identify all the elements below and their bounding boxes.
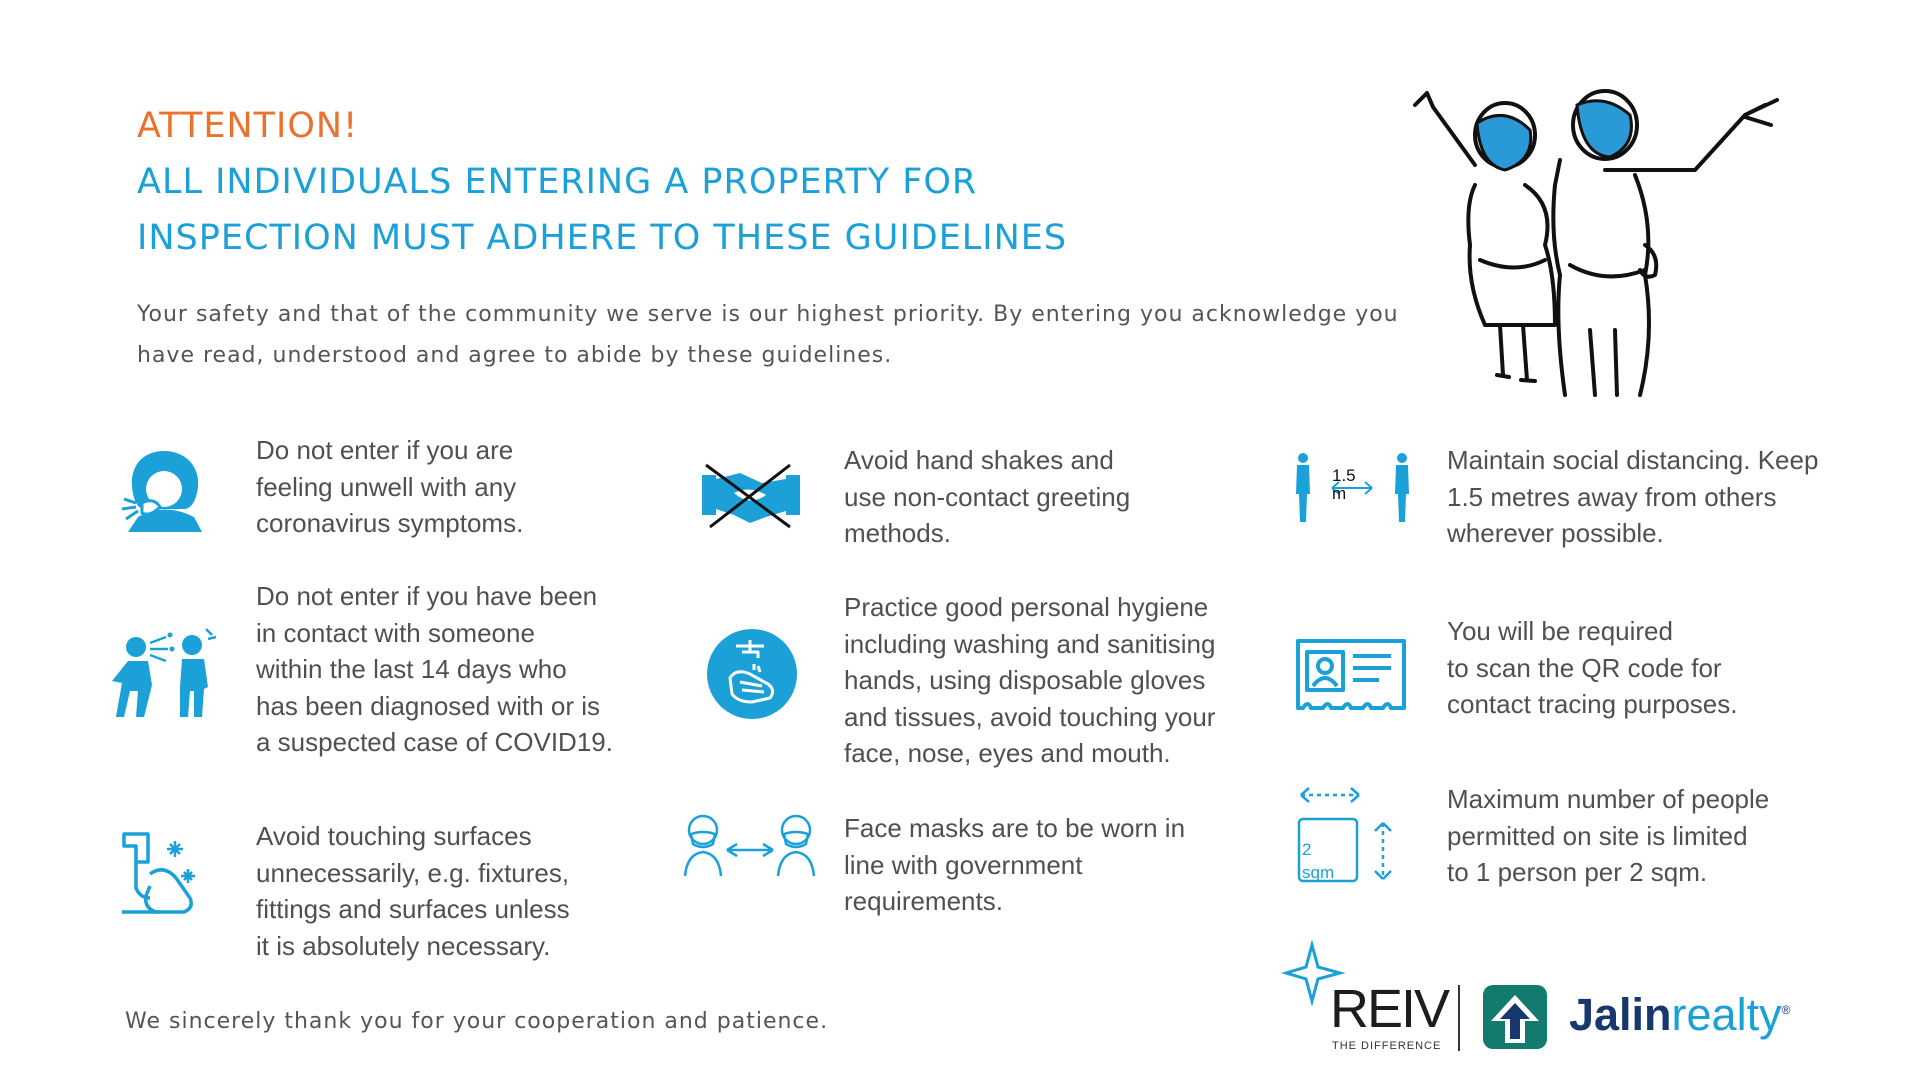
guideline-text-qr-code: You will be required to scan the QR code for contact tracing purposes.	[1447, 616, 1738, 719]
registered-mark: ®	[1781, 1003, 1791, 1017]
brand-name-bold: Jalin	[1569, 989, 1672, 1040]
distance-label: 1.5 m	[1332, 466, 1356, 503]
reiv-logo	[1286, 943, 1449, 1053]
guideline-text-masks: Face masks are to be worn in line with government requirements.	[844, 813, 1186, 916]
no-handshake-icon	[700, 463, 802, 529]
logo-divider	[1458, 985, 1460, 1051]
id-card-icon	[1295, 638, 1407, 712]
reiv-wordmark: REIV	[1330, 979, 1449, 1039]
guideline-text-hygiene: Practice good personal hygiene including washing and sanitising hands, using disposable gloves and tissues, avoid touching your face, nose, eyes and mouth.	[844, 592, 1216, 768]
jalin-realty-logo	[1483, 985, 1903, 1049]
attention-heading: ATTENTION!	[137, 106, 359, 146]
intro-paragraph: Your safety and that of the community we serve is our highest priority. By entering you acknowledge you have read, understood and agree to abide by these guidelines.	[137, 302, 1399, 368]
hand-touch-surface-icon	[120, 828, 205, 913]
face-mask-icon	[683, 810, 818, 880]
celebrating-people-illustration	[1405, 75, 1785, 415]
hand-washing-icon	[706, 628, 798, 720]
jalin-wordmark	[1569, 989, 1790, 1041]
headline-line-1: ALL INDIVIDUALS ENTERING A PROPERTY FOR	[137, 162, 978, 202]
guideline-text-unwell: Do not enter if you are feeling unwell with any coronavirus symptoms.	[256, 435, 524, 538]
guideline-text-contact: Do not enter if you have been in contact with someone within the last 14 days who has been diagnosed with or is a suspected case of COVID19.	[256, 581, 613, 757]
house-arrow-icon	[1483, 985, 1547, 1049]
area-label: 2 sqm	[1302, 840, 1335, 882]
guideline-text-distancing: Maintain social distancing. Keep 1.5 metres away from others wherever possible.	[1447, 445, 1819, 548]
reiv-tagline: THE DIFFERENCE	[1332, 1040, 1442, 1052]
headline-line-2: INSPECTION MUST ADHERE TO THESE GUIDELINES	[137, 218, 1068, 258]
guideline-text-surfaces: Avoid touching surfaces unnecessarily, e.g. fixtures, fittings and surfaces unless it is absolutely necessary.	[256, 821, 570, 961]
guideline-text-capacity: Maximum number of people permitted on site is limited to 1 person per 2 sqm.	[1447, 784, 1770, 887]
guideline-text-handshake: Avoid hand shakes and use non-contact greeting methods.	[844, 445, 1131, 548]
sick-person-icon	[120, 447, 208, 532]
sneeze-contact-icon	[108, 625, 218, 720]
brand-name-light: realty	[1671, 989, 1782, 1040]
thank-you-note: We sincerely thank you for your cooperation and patience.	[125, 1009, 829, 1034]
